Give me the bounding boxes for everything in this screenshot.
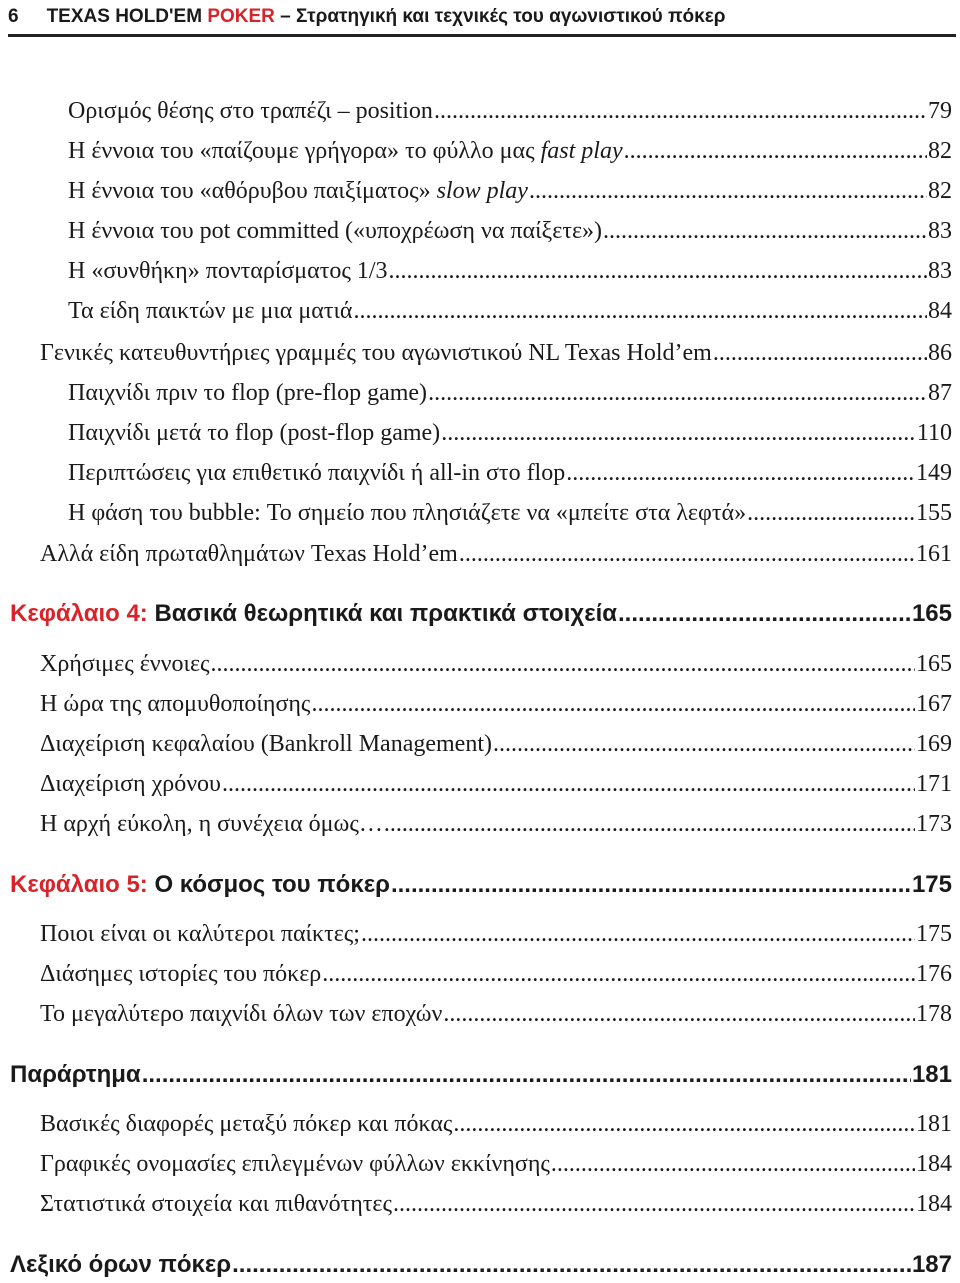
page-number: 6 (8, 6, 19, 27)
toc-entry[interactable]: Ποιοι είναι οι καλύτεροι παίκτες; ..... 175 (40, 918, 952, 950)
toc-entry[interactable]: Βασικές διαφορές μεταξύ πόκερ και πόκας ..... 181 (40, 1108, 952, 1140)
header-rule (8, 34, 956, 37)
toc-entry[interactable]: Το μεγαλύτερο παιχνίδι όλων των εποχών ..... 178 (40, 998, 952, 1030)
toc-entry[interactable]: Παιχνίδι μετά το flop (post-flop game) ..... 110 (68, 417, 952, 449)
toc-entry[interactable]: Η «συνθήκη» πονταρίσματος 1/3 ..... 83 (68, 255, 952, 287)
toc-entry[interactable]: Η έννοια του pot committed («υποχρέωση να παίξετε») ..... 83 (68, 215, 952, 247)
header-title: TEXAS HOLD'EM POKER – Στρατηγική και τεχνικές του αγωνιστικού πόκερ (46, 6, 726, 27)
toc-glossary[interactable]: Λεξικό όρων πόκερ ..... 187 (10, 1249, 952, 1281)
toc-entry[interactable]: Η ώρα της απομυθοποίησης ..... 167 (40, 688, 952, 720)
toc-entry[interactable]: Η φάση του bubble: Το σημείο που πλησιάζετε να «μπείτε στα λεφτά» ..... 155 (68, 497, 952, 529)
toc-entry[interactable]: Τα είδη παικτών με μια ματιά ..... 84 (68, 295, 952, 327)
toc-appendix[interactable]: Παράρτημα ..... 181 (10, 1059, 952, 1091)
toc-entry[interactable]: Γραφικές ονομασίες επιλεγμένων φύλλων εκκίνησης ..... 184 (40, 1148, 952, 1180)
toc-entry[interactable]: Στατιστικά στοιχεία και πιθανότητες ..... 184 (40, 1188, 952, 1220)
toc-entry[interactable]: Διάσημες ιστορίες του πόκερ ..... 176 (40, 958, 952, 990)
toc-entry[interactable]: Ορισμός θέσης στο τραπέζι – position ..... 79 (68, 95, 952, 127)
toc-entry[interactable]: Διαχείριση κεφαλαίου (Bankroll Management) ..... 169 (40, 728, 952, 760)
toc-entry[interactable]: Γενικές κατευθυντήριες γραμμές του αγωνιστικού NL Texas Hold’em ..... 86 (40, 337, 952, 369)
header-poker-word: POKER (207, 6, 275, 27)
toc-chapter-4[interactable]: Κεφάλαιο 4: Βασικά θεωρητικά και πρακτικά στοιχεία ..... 165 (10, 598, 952, 630)
toc-entry[interactable]: Χρήσιμες έννοιες ..... 165 (40, 648, 952, 680)
toc-entry[interactable]: Η αρχή εύκολη, η συνέχεια όμως… ..... 173 (40, 808, 952, 840)
toc-entry[interactable]: Παιχνίδι πριν το flop (pre-flop game) ..... 87 (68, 377, 952, 409)
toc-entry[interactable]: Διαχείριση χρόνου ..... 171 (40, 768, 952, 800)
toc-entry[interactable]: Η έννοια του «αθόρυβου παιξίματος» slow play ..... 82 (68, 175, 952, 207)
running-header (8, 2, 725, 32)
toc-entry[interactable]: Αλλά είδη πρωταθλημάτων Texas Hold’em ..... 161 (40, 538, 952, 570)
toc-entry[interactable]: Η έννοια του «παίζουμε γρήγορα» το φύλλο μας fast play ..... 82 (68, 135, 952, 167)
toc-chapter-5[interactable]: Κεφάλαιο 5: Ο κόσμος του πόκερ ..... 175 (10, 869, 952, 901)
toc-entry[interactable]: Περιπτώσεις για επιθετικό παιχνίδι ή all-in στο flop ..... 149 (68, 457, 952, 489)
